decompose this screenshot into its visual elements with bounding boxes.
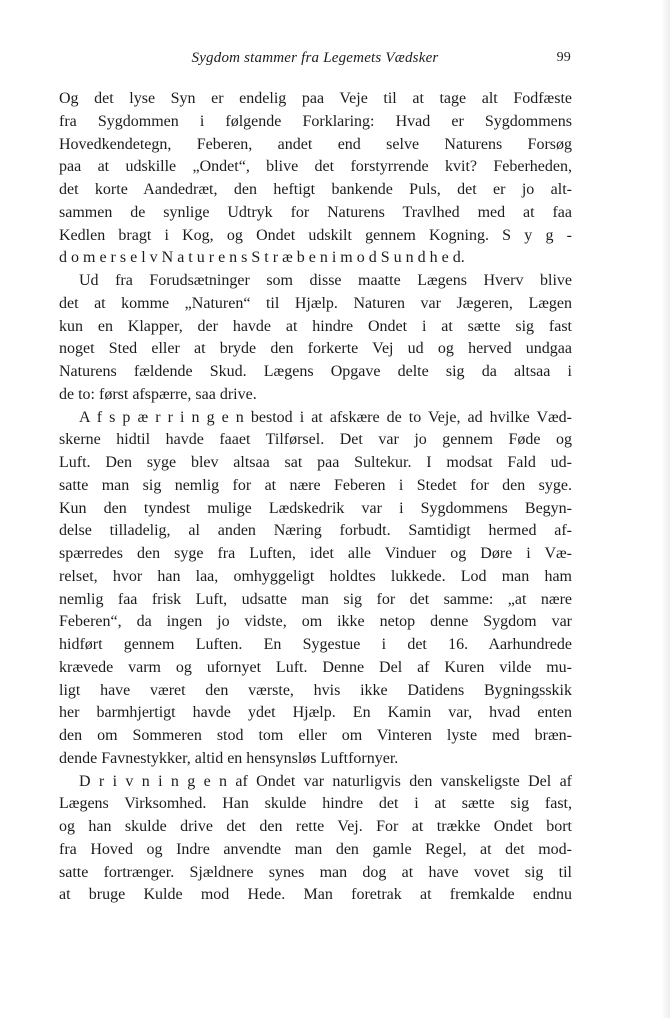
- text-line: den om Sommeren stod tom eller om Vinteren lyste med bræn-: [59, 727, 572, 744]
- text-line: og han skulde drive det den rette Vej. For at trække Ondet bort: [59, 818, 572, 835]
- text-line: ligt have været den værste, hvis ikke Datidens Bygningsskik: [59, 681, 572, 699]
- text-line: Feberen“, da ingen jo vidste, om ikke netop denne Sygdom var: [59, 613, 572, 631]
- text-line: Naturens fældende Skud. Lægens Opgave delte sig da altsaa i: [59, 363, 572, 380]
- text-line: sammen de synlige Udtryk for Naturens Travlhed med at faa: [59, 203, 572, 221]
- text-line: Ud fra Forudsætninger som disse maatte Lægens Hverv blive: [79, 272, 572, 289]
- text-line: her barmhjertigt havde ydet Hjælp. En Kamin var, hvad enten: [59, 704, 572, 722]
- text-line: fra Hoved og Indre anvendte man den gamle Regel, at det mod-: [59, 840, 572, 858]
- running-title: Sygdom stammer fra Legemets Vædsker: [191, 50, 439, 66]
- text-line: satte fortrænger. Sjældnere synes man dog at have vovet sig til: [59, 863, 572, 881]
- text-line: Og det lyse Syn er endelig paa Veje til at tage alt Fodfæste: [59, 90, 572, 107]
- text-line: Kedlen bragt i Kog, og Ondet udskilt gennem Kogning. S y g -: [59, 226, 572, 244]
- text-line: dende Favnestykker, altid en hensynsløs Luftfornyer.: [59, 749, 399, 767]
- text-line: D r i v n i n g e n af Ondet var naturligvis den vanskeligste Del af: [79, 772, 572, 790]
- text-line: spærredes den syge fra Luften, idet alle Vinduer og Døre i Væ-: [59, 545, 572, 562]
- text-line: krævede varm og ufornyet Luft. Denne Del af Kuren vilde mu-: [59, 658, 572, 676]
- text-line: de to: først afspærre, saa drive.: [59, 385, 257, 403]
- text-line: fra Sygdommen i følgende Forklaring: Hvad er Sygdommens: [59, 112, 572, 130]
- text-line: Luft. Den syge blev altsaa sat paa Sultekur. I modsat Fald ud-: [59, 454, 572, 471]
- text-line: Hovedkendetegn, Feberen, andet end selve Naturens Forsøg: [59, 135, 572, 153]
- text-line: Lægens Virksomhed. Han skulde hindre det i at sætte sig fast,: [59, 795, 572, 813]
- text-line: kun en Klapper, der havde at hindre Ondet i at sætte sig fast: [59, 317, 572, 335]
- text-line: skerne hidtil havde faaet Tilførsel. Det var jo gennem Føde og: [59, 431, 572, 449]
- text-line: det korte Aandedræt, den heftigt bankende Puls, det er jo alt-: [59, 181, 572, 198]
- text-line: d o m e r s e l v N a t u r e n s S t r æ b e n i m o d S u n d h e d.: [59, 249, 465, 267]
- text-line: noget Sted eller at bryde den forkerte Vej ud og herved undgaa: [59, 340, 572, 358]
- text-line: delse tilladelig, al anden Næring forbudt. Samtidigt hermed af-: [59, 522, 572, 540]
- page-number: 99: [556, 50, 571, 65]
- text-line: nemlig faa frisk Luft, udsatte man sig for det samme: „at nære: [59, 590, 572, 608]
- page-edge-shadow: [661, 0, 670, 1018]
- running-head: [59, 50, 571, 70]
- text-line: satte man sig nemlig for at nære Feberen i Stedet for den syge.: [59, 476, 572, 494]
- text-line: relset, hvor han laa, omhyggeligt holdtes lukkede. Lod man ham: [59, 567, 572, 585]
- text-line: det at komme „Naturen“ til Hjælp. Naturen var Jægeren, Lægen: [59, 294, 572, 312]
- text-line: at bruge Kulde mod Hede. Man foretrak at fremkalde endnu: [59, 886, 572, 904]
- text-line: A f s p æ r r i n g e n bestod i at afskære de to Veje, ad hvilke Væd-: [79, 408, 572, 426]
- text-line: paa at udskille „Ondet“, blive det forstyrrende kvit? Feberheden,: [59, 158, 572, 176]
- body-text: [59, 88, 572, 907]
- text-line: hidført gennem Luften. En Sygestue i det 16. Aarhundrede: [59, 636, 572, 653]
- text-line: Kun den tyndest mulige Lædskedrik var i Sygdommens Begyn-: [59, 499, 572, 517]
